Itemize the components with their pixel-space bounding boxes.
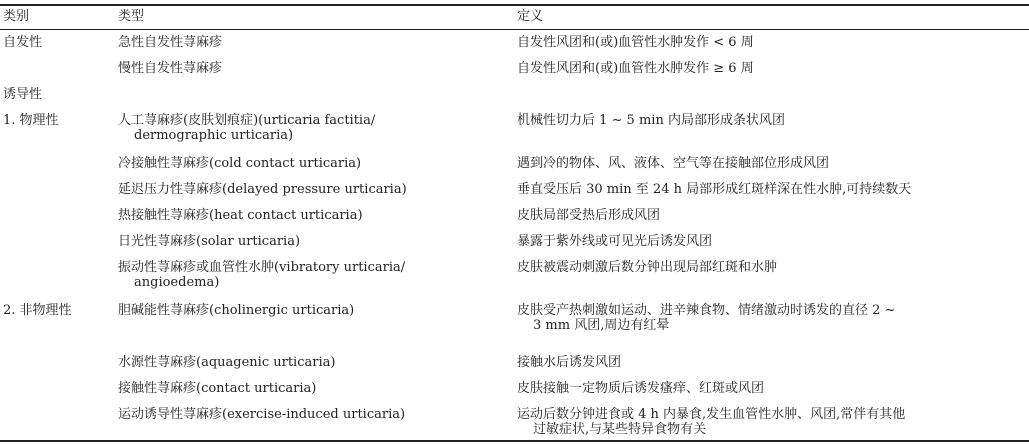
- header-type: 类型: [118, 9, 145, 24]
- row-type: 运动诱导性荨麻疹(exercise-induced urticaria): [118, 407, 406, 422]
- table-bottom-rule: [0, 440, 1029, 442]
- row-definition: 自发性风团和(或)血管性水肿发作 ≥ 6 周: [517, 61, 754, 76]
- row-definition: 暴露于紫外线或可见光后诱发风团: [517, 234, 713, 249]
- row-definition: 遇到冷的物体、风、液体、空气等在接触部位形成风团: [517, 156, 830, 171]
- row-category: 1. 物理性: [3, 113, 59, 128]
- header-definition: 定义: [517, 9, 544, 24]
- row-definition: 皮肤受产热刺激如运动、进辛辣食物、情绪激动时诱发的直径 2 ~ 3 mm 风团,周边有红晕: [517, 303, 896, 333]
- row-type: 振动性荨麻疹或血管性水肿(vibratory urticaria/ angioedema): [118, 260, 406, 290]
- row-definition: 自发性风团和(或)血管性水肿发作 < 6 周: [517, 35, 754, 50]
- row-type: 接触性荨麻疹(contact urticaria): [118, 381, 317, 396]
- row-type: 热接触性荨麻疹(heat contact urticaria): [118, 208, 363, 223]
- row-type: 水源性荨麻疹(aquagenic urticaria): [118, 355, 336, 370]
- row-type: 延迟压力性荨麻疹(delayed pressure urticaria): [118, 182, 407, 197]
- row-category: 2. 非物理性: [3, 303, 72, 318]
- row-definition: 机械性切力后 1 ~ 5 min 内局部形成条状风团: [517, 113, 785, 128]
- row-type: 急性自发性荨麻疹: [118, 35, 223, 50]
- row-category: 自发性: [3, 35, 43, 50]
- header-category: 类别: [3, 9, 30, 24]
- row-definition: 皮肤接触一定物质后诱发瘙痒、红斑或风团: [517, 381, 765, 396]
- row-category: 诱导性: [3, 87, 43, 102]
- row-definition: 垂直受压后 30 min 至 24 h 局部形成红斑样深在性水肿,可持续数天: [517, 182, 912, 197]
- row-definition: 运动后数分钟进食或 4 h 内暴食,发生血管性水肿、风团,常伴有其他 过敏症状,与某些特异食物有关: [517, 407, 906, 437]
- row-type: 慢性自发性荨麻疹: [118, 61, 223, 76]
- row-type: 胆碱能性荨麻疹(cholinergic urticaria): [118, 303, 355, 318]
- table-header-rule: [0, 29, 1029, 30]
- row-type: 人工荨麻疹(皮肤划痕症)(urticaria factitia/ dermographic urticaria): [118, 113, 376, 143]
- row-type: 冷接触性荨麻疹(cold contact urticaria): [118, 156, 362, 171]
- table-top-rule: [0, 4, 1029, 6]
- row-type: 日光性荨麻疹(solar urticaria): [118, 234, 301, 249]
- row-definition: 接触水后诱发风团: [517, 355, 622, 370]
- row-definition: 皮肤局部受热后形成风团: [517, 208, 661, 223]
- row-definition: 皮肤被震动刺激后数分钟出现局部红斑和水肿: [517, 260, 778, 275]
